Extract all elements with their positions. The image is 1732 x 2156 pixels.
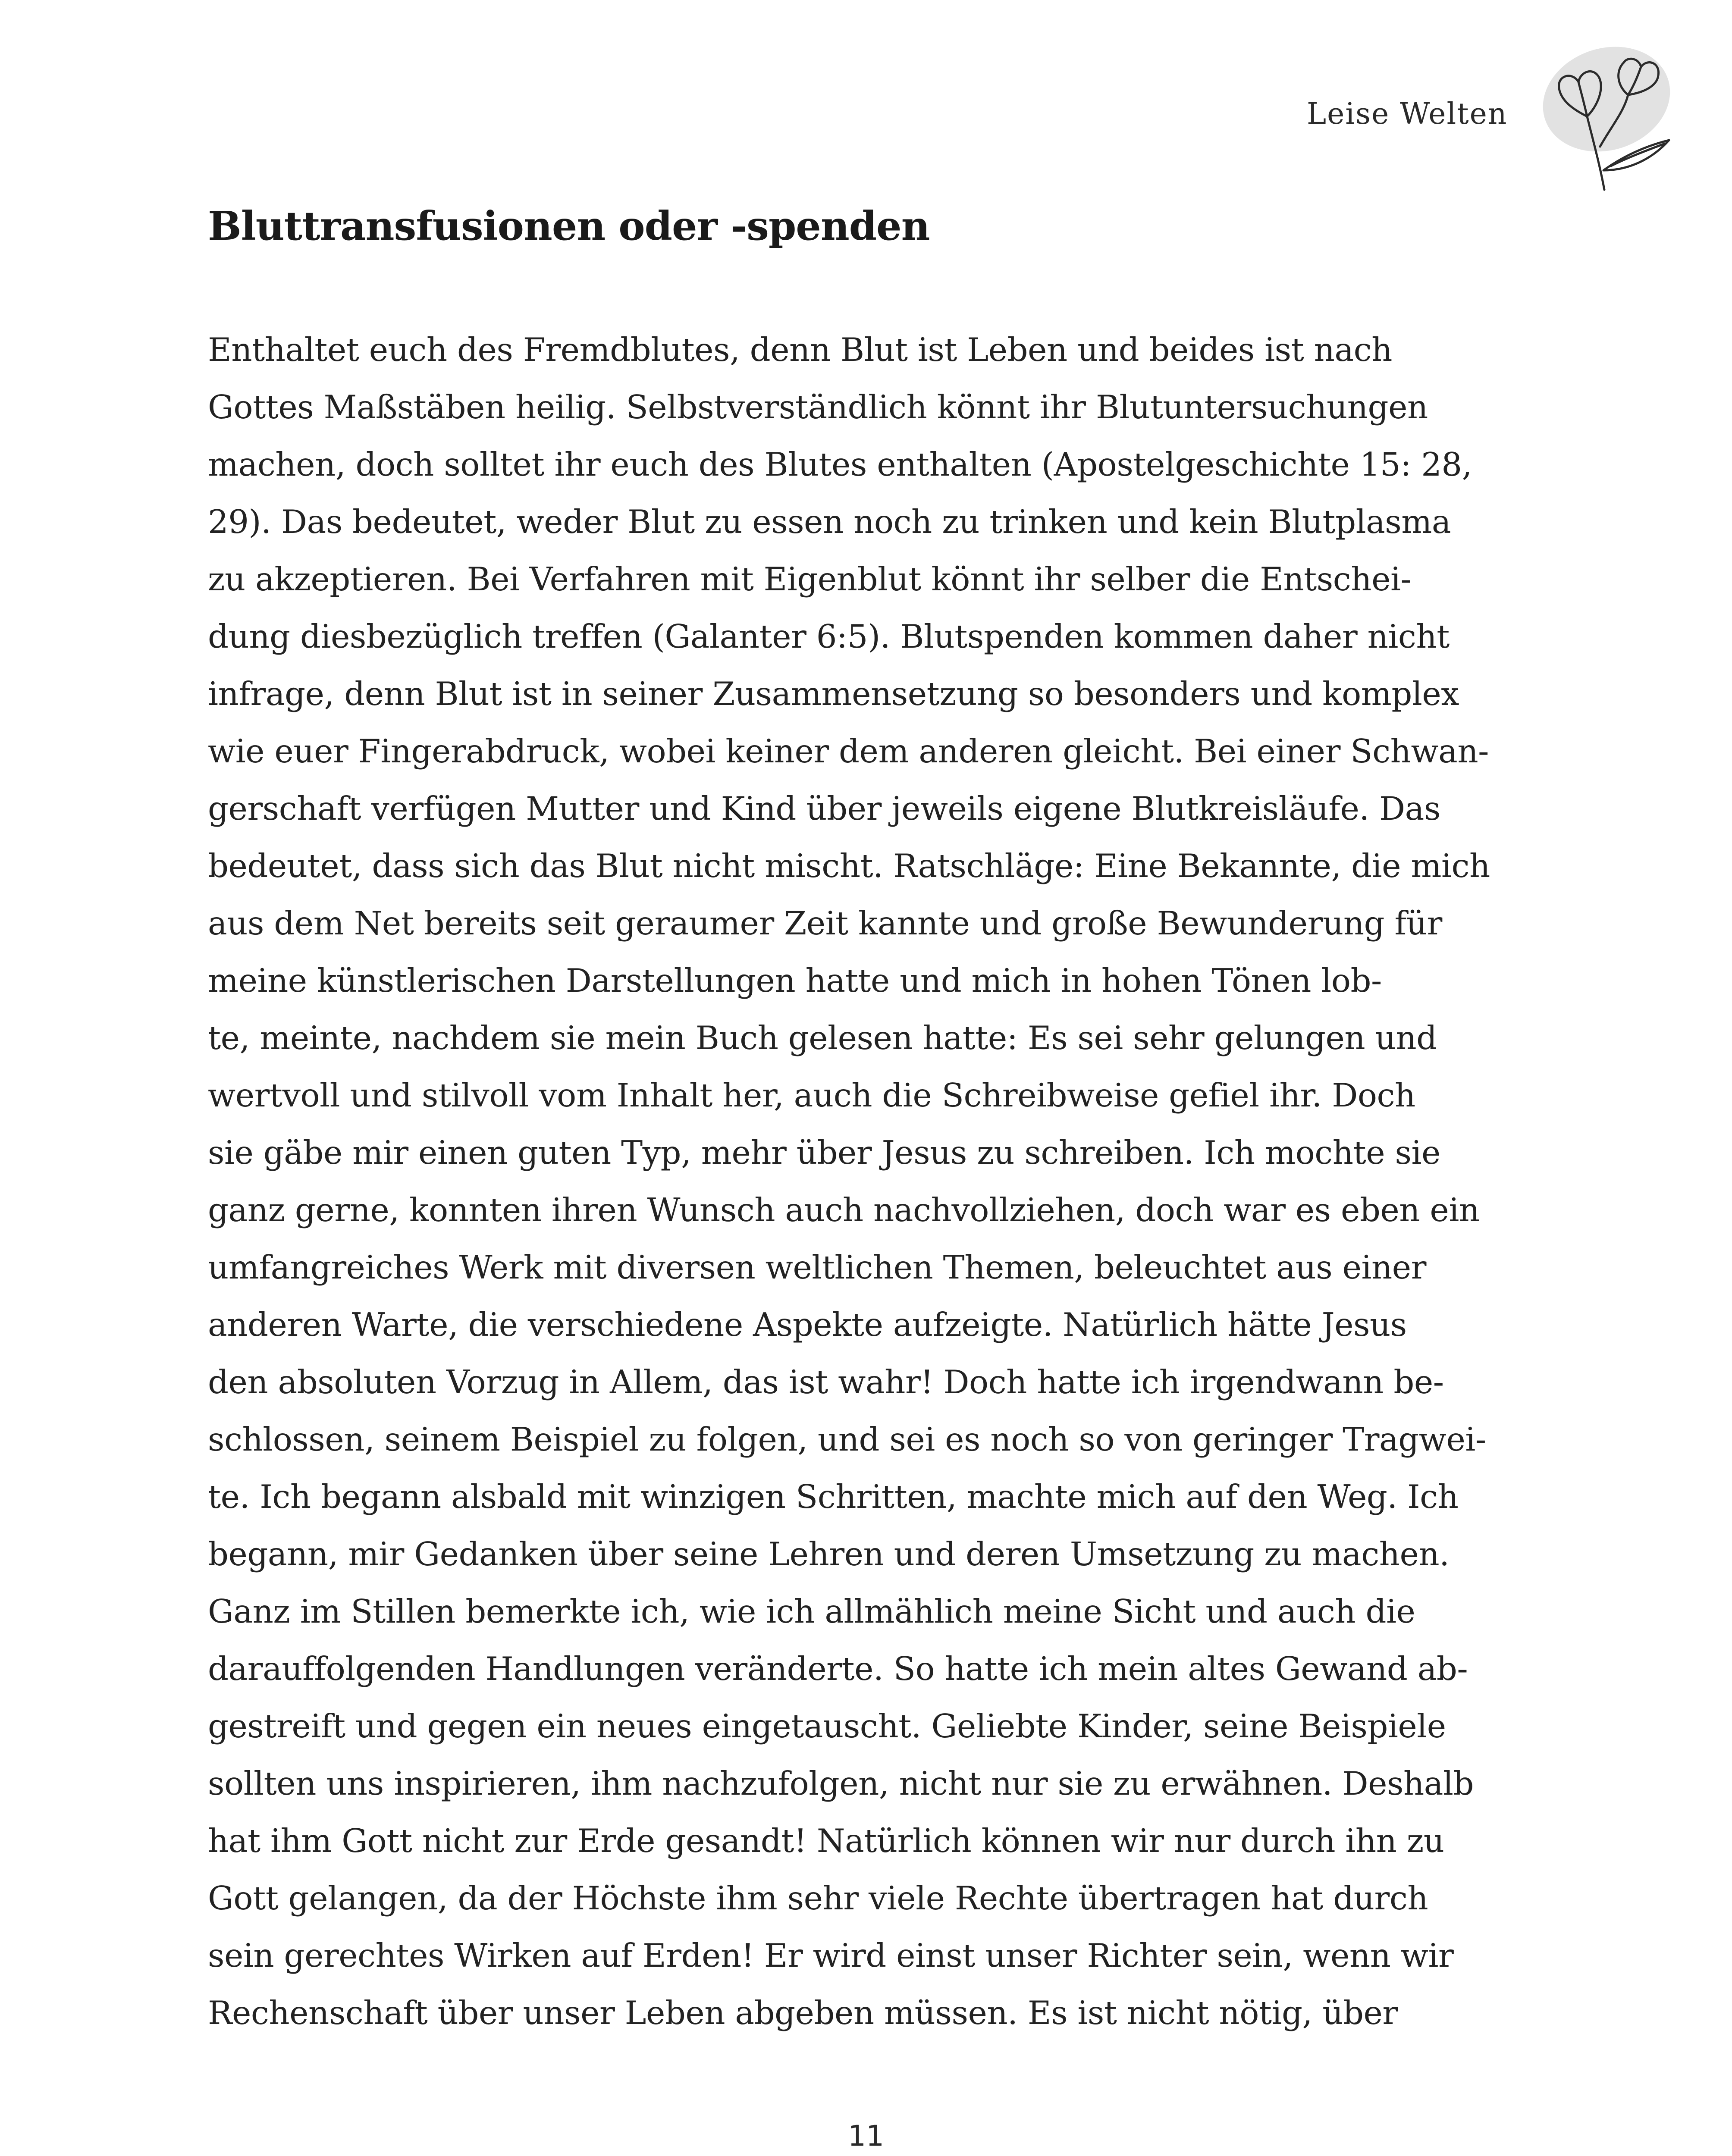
text-line: begann, mir Gedanken über seine Lehren und deren Umsetzung zu machen. [208, 1535, 1450, 1573]
page-header [0, 0, 1732, 198]
text-line: hat ihm Gott nicht zur Erde gesandt! Natürlich können wir nur durch ihn zu [208, 1822, 1444, 1860]
text-line: Gottes Maßstäben heilig. Selbstverständlich könnt ihr Blutuntersuchungen [208, 388, 1428, 426]
text-line: wie euer Fingerabdruck, wobei keiner dem anderen gleicht. Bei einer Schwan- [208, 732, 1489, 770]
text-line: Enthaltet euch des Fremdblutes, denn Blut ist Leben und beides ist nach [208, 331, 1392, 369]
text-line: sie gäbe mir einen guten Typ, mehr über Jesus zu schreiben. Ich mochte sie [208, 1134, 1440, 1172]
text-line: Gott gelangen, da der Höchste ihm sehr viele Rechte übertragen hat durch [208, 1879, 1428, 1917]
text-line: umfangreiches Werk mit diversen weltlichen Themen, beleuchtet aus einer [208, 1248, 1427, 1286]
text-line: aus dem Net bereits seit geraumer Zeit kannte und große Bewunderung für [208, 904, 1442, 942]
text-line: 29). Das bedeutet, weder Blut zu essen noch zu trinken und kein Blutplasma [208, 503, 1451, 541]
text-line: sein gerechtes Wirken auf Erden! Er wird einst unser Richter sein, wenn wir [208, 1937, 1454, 1974]
text-line: meine künstlerischen Darstellungen hatte und mich in hohen Tönen lob- [208, 962, 1382, 1000]
text-line: wertvoll und stilvoll vom Inhalt her, auch die Schreibweise gefiel ihr. Doch [208, 1076, 1415, 1114]
text-line: te, meinte, nachdem sie mein Buch gelesen hatte: Es sei sehr gelungen und [208, 1019, 1437, 1057]
text-line: gerschaft verfügen Mutter und Kind über jeweils eigene Blutkreisläufe. Das [208, 790, 1440, 827]
text-line: bedeutet, dass sich das Blut nicht mischt. Ratschläge: Eine Bekannte, die mich [208, 847, 1490, 885]
flower-line-icon [1535, 41, 1682, 196]
page-number: 11 [848, 2119, 884, 2153]
text-line: anderen Warte, die verschiedene Aspekte aufzeigte. Natürlich hätte Jesus [208, 1306, 1407, 1344]
text-line: machen, doch solltet ihr euch des Blutes enthalten (Apostelgeschichte 15: 28, [208, 445, 1472, 483]
text-line: Ganz im Stillen bemerkte ich, wie ich allmählich meine Sicht und auch die [208, 1592, 1415, 1630]
running-title: Leise Welten [1307, 97, 1508, 131]
text-line: zu akzeptieren. Bei Verfahren mit Eigenblut könnt ihr selber die Entschei- [208, 560, 1412, 598]
text-line: dung diesbezüglich treffen (Galanter 6:5). Blutspenden kommen daher nicht [208, 617, 1450, 655]
text-line: den absoluten Vorzug in Allem, das ist wahr! Doch hatte ich irgendwann be- [208, 1363, 1444, 1401]
body-text [208, 321, 1528, 2042]
text-line: Rechenschaft über unser Leben abgeben müssen. Es ist nicht nötig, über [208, 1994, 1398, 2032]
text-line: gestreift und gegen ein neues eingetauscht. Geliebte Kinder, seine Beispiele [208, 1707, 1446, 1745]
text-line: darauffolgenden Handlungen veränderte. So hatte ich mein altes Gewand ab- [208, 1650, 1468, 1688]
text-line: infrage, denn Blut ist in seiner Zusammensetzung so besonders und komplex [208, 675, 1459, 713]
text-line: ganz gerne, konnten ihren Wunsch auch nachvollziehen, doch war es eben ein [208, 1191, 1480, 1229]
text-line: te. Ich begann alsbald mit winzigen Schritten, machte mich auf den Weg. Ich [208, 1478, 1459, 1516]
text-line: sollten uns inspirieren, ihm nachzufolgen, nicht nur sie zu erwähnen. Deshalb [208, 1764, 1474, 1802]
section-heading: Bluttransfusionen oder -spenden [208, 203, 930, 249]
text-line: schlossen, seinem Beispiel zu folgen, und sei es noch so von geringer Tragwei- [208, 1420, 1486, 1458]
